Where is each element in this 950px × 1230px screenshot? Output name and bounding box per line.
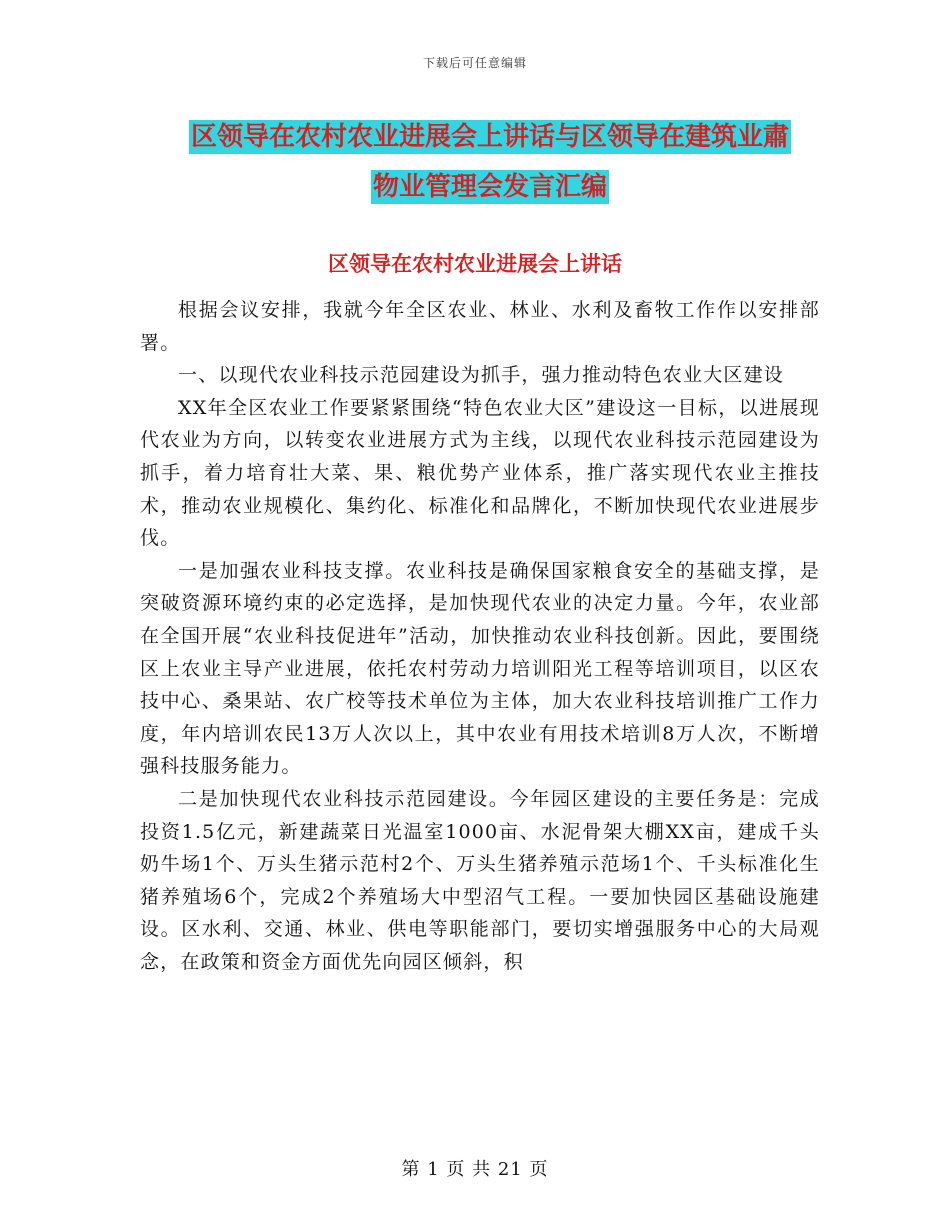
page-indicator: 第 1 页 共 21 页 (401, 1159, 549, 1180)
header-note: 下载后可任意编辑 (422, 56, 527, 70)
paragraph: XX年全区农业工作要紧紧围绕“特色农业大区”建设这一目标，以进展现代农业为方向，以转变农业进展方式为主线，以现代农业科技示范园建设为抓手，着力培育壮大菜、果、粮优势产业体系，推广落实现代农业主推技术，推动农业规模化、集约化、标准化和品牌化，不断加快现代农业进展步伐。 (140, 396, 820, 550)
document-body (140, 294, 820, 978)
paragraph: 一、以现代农业科技示范园建设为抓手，强力推动特色农业大区建设 (178, 364, 785, 387)
section-title: 区领导在农村农业进展会上讲话 (328, 252, 622, 276)
document-title-line-1: 区领导在农村农业进展会上讲话与区领导在建筑业肅 (190, 122, 789, 152)
document-title-line-2: 物业管理会发言汇编 (372, 172, 607, 202)
document-title (140, 112, 840, 212)
paragraph: 二是加快现代农业科技示范园建设。今年园区建设的主要任务是：完成投资1.5亿元，新建蔬菜日光温室1000亩、水泥骨架大棚XX亩，建成千头奶牛场1个、万头生猪示范村2个、万头生猪养殖示范场1个、千头标准化生猪养殖场6个，完成2个养殖场大中型沼气工程。一要加快园区基础设施建设。区水利、交通、林业、供电等职能部门，要切实增强服务中心的大局观念，在政策和资金方面优先向园区倾斜，积 (140, 787, 820, 973)
paragraph: 根据会议安排，我就今年全区农业、林业、水利及畜牧工作作以安排部署。 (140, 299, 820, 354)
paragraph: 一是加强农业科技支撑。农业科技是确保国家粮食安全的基础支撑，是突破资源环境约束的必定选择，是加快现代农业的决定力量。今年，农业部在全国开展“农业科技促进年”活动，加快推动农业科技创新。因此，要围绕区上农业主导产业进展，依托农村劳动力培训阳光工程等培训项目，以区农技中心、桑果站、农广校等技术单位为主体，加大农业科技培训推广工作力度，年内培训农民13万人次以上，其中农业有用技术培训8万人次，不断增强科技服务能力。 (140, 559, 820, 778)
